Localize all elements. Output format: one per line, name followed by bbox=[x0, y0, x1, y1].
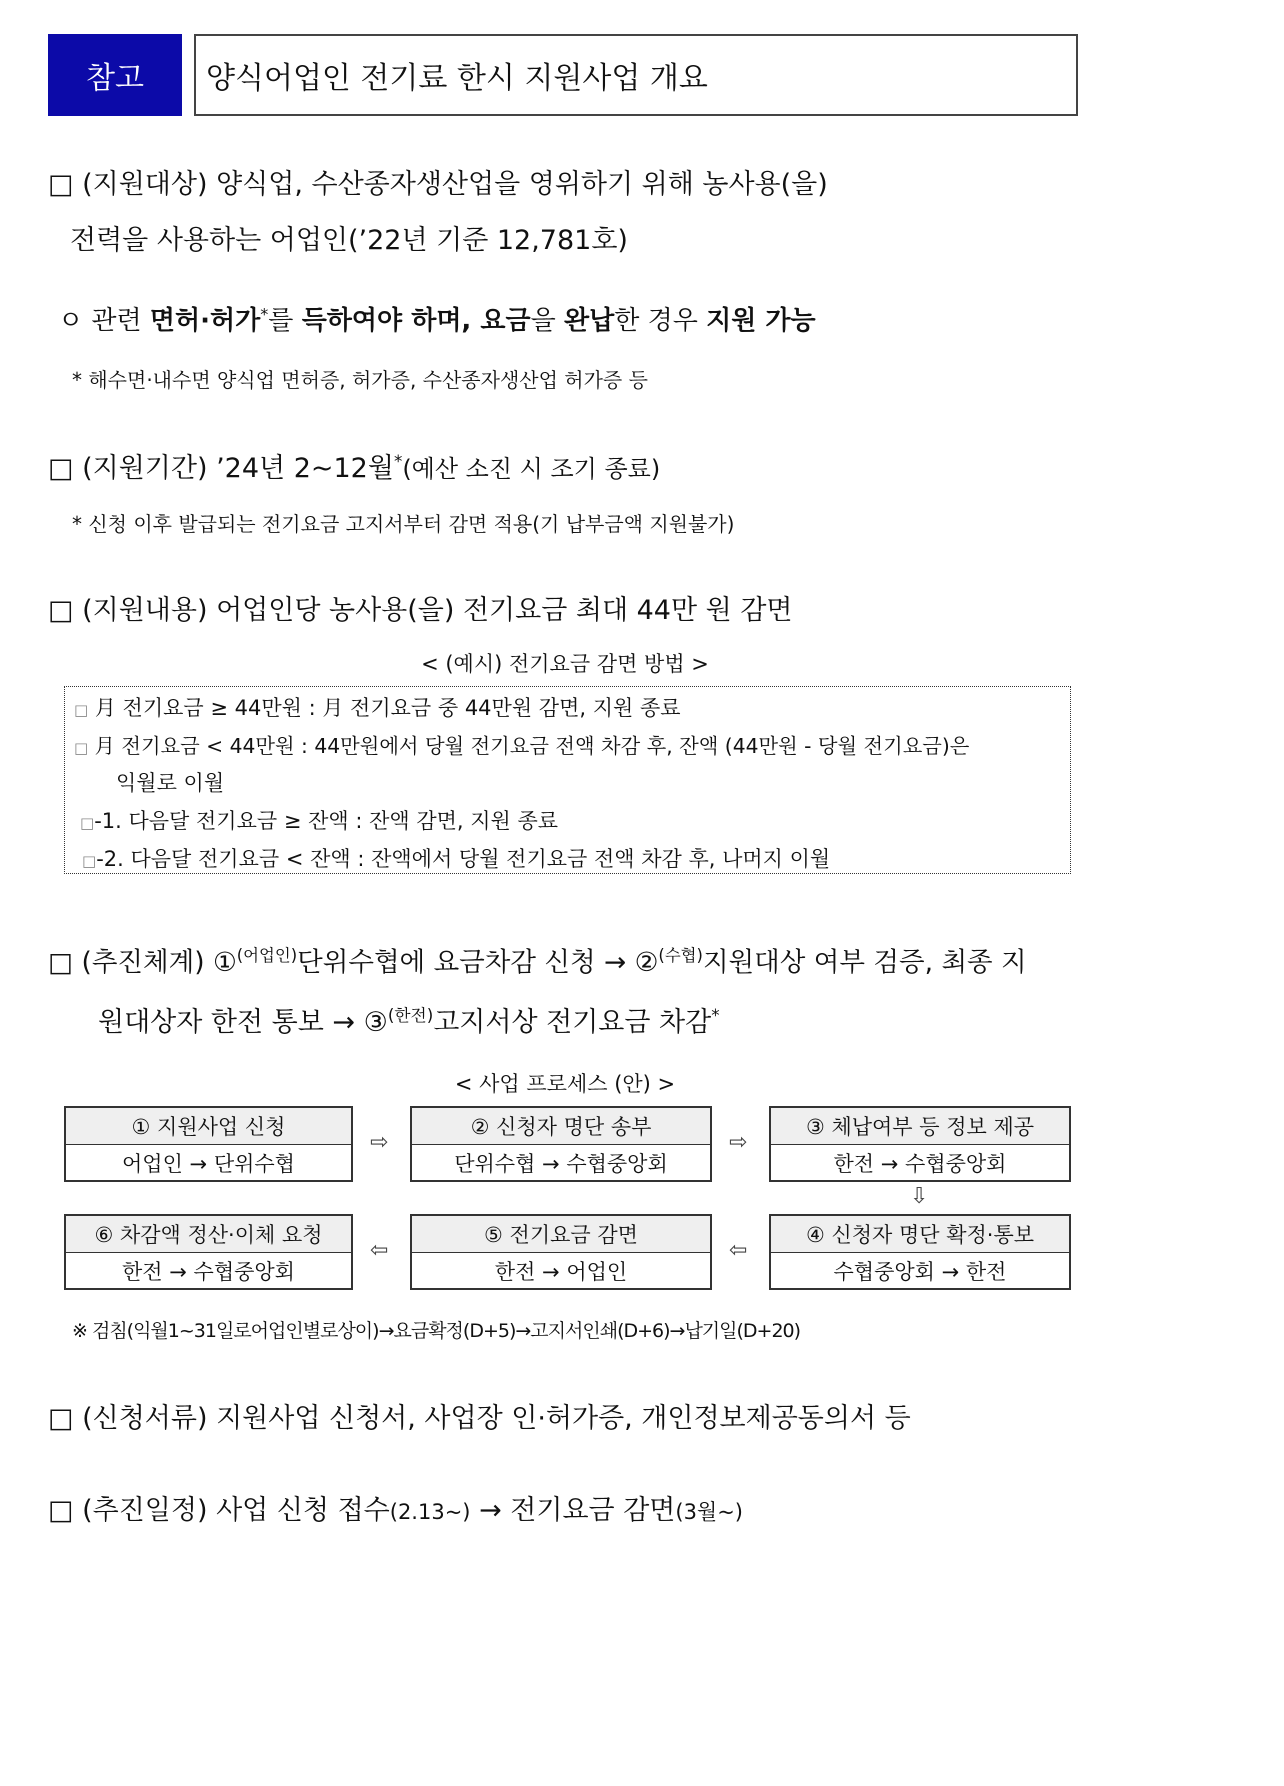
process-step-flow: 한전 → 어업인 bbox=[494, 1260, 628, 1284]
example-marker: □ bbox=[82, 852, 97, 870]
target-condition bbox=[58, 300, 816, 337]
arrow-down-icon: ⇩ bbox=[910, 1184, 929, 1209]
condition-bold-eligible: 지원 가능 bbox=[706, 306, 816, 336]
process-step-5 bbox=[410, 1214, 712, 1290]
condition-bold-license: 면허·허가 bbox=[149, 306, 261, 336]
sub-bullet: ㅇ bbox=[58, 306, 84, 336]
process-step-flow: 수협중앙회 → 한전 bbox=[833, 1260, 1007, 1284]
section-bullet: □ bbox=[48, 453, 74, 484]
arrow-left-icon: ⇦ bbox=[729, 1238, 748, 1263]
system-text-b: 단위수협에 요금차감 신청 → ② bbox=[297, 947, 659, 978]
section-bullet: □ bbox=[48, 1403, 74, 1434]
process-timeline-note: ※ 검침(익월1~31일로어업인별로상이)→요금확정(D+5)→고지서인쇄(D+6)→납기일(D+20) bbox=[72, 1320, 801, 1342]
document-title-text: 양식어업인 전기료 한시 지원사업 개요 bbox=[206, 61, 708, 96]
content-section bbox=[48, 588, 792, 627]
documents-section bbox=[48, 1396, 911, 1435]
process-step-title: ⑥ 차감액 정산·이체 요청 bbox=[66, 1216, 351, 1253]
period-star: * bbox=[393, 451, 403, 471]
target-section-line1 bbox=[48, 162, 828, 201]
system-text-a: (추진체계) ① bbox=[81, 947, 237, 978]
process-step-flow: 한전 → 수협중앙회 bbox=[833, 1152, 1007, 1176]
period-text: (지원기간) ’24년 2~12월 bbox=[82, 453, 394, 484]
reference-tag-label: 참고 bbox=[86, 61, 144, 96]
system-sup-suhyup: (수협) bbox=[658, 946, 703, 966]
condition-bold-paid: 완납 bbox=[564, 306, 615, 336]
schedule-text-c: → 전기요금 감면 bbox=[470, 1495, 676, 1526]
process-step-flow: 한전 → 수협중앙회 bbox=[122, 1260, 295, 1284]
process-step-title: ③ 체납여부 등 정보 제공 bbox=[771, 1108, 1069, 1145]
process-step-title: ② 신청자 명단 송부 bbox=[412, 1108, 710, 1145]
arrow-right-icon: ⇨ bbox=[729, 1130, 748, 1155]
system-sup-kepco: (한전) bbox=[387, 1005, 434, 1025]
condition-text-2: 를 bbox=[268, 306, 302, 336]
process-step-flow: 단위수협 → 수협중앙회 bbox=[454, 1152, 668, 1176]
process-step-title: ④ 신청자 명단 확정·통보 bbox=[771, 1216, 1069, 1253]
example-line-4 bbox=[80, 805, 558, 835]
section-bullet: □ bbox=[48, 947, 74, 978]
target-line1-text: (지원대상) 양식업, 수산종자생산업을 영위하기 위해 농사용(을) bbox=[82, 169, 828, 200]
period-section bbox=[48, 446, 660, 485]
example-marker: □ bbox=[74, 701, 89, 719]
arrow-left-icon: ⇦ bbox=[370, 1238, 389, 1263]
example-marker: □ bbox=[74, 739, 89, 757]
schedule-text-a: (추진일정) 사업 신청 접수 bbox=[82, 1495, 390, 1526]
example-caption: < (예시) 전기요금 감면 방법 > bbox=[421, 652, 709, 676]
example-line-text: 月 전기요금 < 44만원 : 44만원에서 당월 전기요금 전액 차감 후, 잔액 (44만원 - 당월 전기요금)은 bbox=[94, 734, 970, 758]
schedule-date-2: (3월~) bbox=[675, 1500, 744, 1524]
schedule-date-1: (2.13~) bbox=[389, 1500, 471, 1524]
process-step-2 bbox=[410, 1106, 712, 1182]
section-bullet: □ bbox=[48, 169, 74, 200]
system-section-line2 bbox=[98, 1000, 720, 1039]
example-line-3: 익월로 이월 bbox=[116, 771, 225, 795]
condition-bold-obtain: 득하여야 하며, 요금 bbox=[301, 306, 531, 336]
example-line-1 bbox=[74, 692, 681, 722]
period-footnote: * 신청 이후 발급되는 전기요금 고지서부터 감면 적용(기 납부금액 지원불가) bbox=[72, 512, 735, 536]
process-step-4 bbox=[769, 1214, 1071, 1290]
schedule-section bbox=[48, 1488, 743, 1527]
system-text-c: 지원대상 여부 검증, 최종 지 bbox=[702, 947, 1027, 978]
system-text-e: 고지서상 전기요금 차감 bbox=[433, 1007, 712, 1038]
condition-star: * bbox=[260, 304, 269, 324]
process-step-flow: 어업인 → 단위수협 bbox=[122, 1152, 295, 1176]
system-star: * bbox=[711, 1005, 720, 1025]
documents-text: (신청서류) 지원사업 신청서, 사업장 인·허가증, 개인정보제공동의서 등 bbox=[82, 1403, 911, 1434]
condition-text-3: 을 bbox=[530, 306, 564, 336]
example-marker: □ bbox=[80, 814, 95, 832]
example-line-text: -2. 다음달 전기요금 < 잔액 : 잔액에서 당월 전기요금 전액 차감 후, 나머지 이월 bbox=[96, 847, 831, 871]
content-text: (지원내용) 어업인당 농사용(을) 전기요금 최대 44만 원 감면 bbox=[82, 595, 793, 626]
target-footnote: * 해수면·내수면 양식업 면허증, 허가증, 수산종자생산업 허가증 등 bbox=[72, 368, 648, 392]
reference-tag bbox=[48, 34, 182, 116]
target-section-line2: 전력을 사용하는 어업인(’22년 기준 12,781호) bbox=[70, 225, 628, 256]
example-line-2 bbox=[74, 730, 969, 759]
process-step-1 bbox=[64, 1106, 353, 1182]
condition-text-1: 관련 bbox=[91, 306, 150, 336]
process-step-title: ⑤ 전기요금 감면 bbox=[412, 1216, 710, 1253]
process-step-3 bbox=[769, 1106, 1071, 1182]
arrow-right-icon: ⇨ bbox=[370, 1130, 389, 1155]
process-step-6 bbox=[64, 1214, 353, 1290]
system-sup-fisher: (어업인) bbox=[236, 946, 298, 966]
section-bullet: □ bbox=[48, 595, 74, 626]
example-line-text: -1. 다음달 전기요금 ≥ 잔액 : 잔액 감면, 지원 종료 bbox=[94, 809, 559, 833]
process-caption: < 사업 프로세스 (안) > bbox=[454, 1072, 676, 1096]
period-text-note: (예산 소진 시 조기 종료) bbox=[402, 455, 661, 483]
process-step-title: ① 지원사업 신청 bbox=[66, 1108, 351, 1145]
condition-text-4: 한 경우 bbox=[614, 306, 707, 336]
example-line-text: 月 전기요금 ≥ 44만원 : 月 전기요금 중 44만원 감면, 지원 종료 bbox=[94, 696, 681, 720]
section-bullet: □ bbox=[48, 1495, 74, 1526]
system-section-line1 bbox=[48, 940, 1027, 979]
document-title bbox=[194, 34, 1078, 116]
example-line-5 bbox=[82, 843, 830, 873]
system-text-d: 원대상자 한전 통보 → ③ bbox=[98, 1007, 388, 1038]
